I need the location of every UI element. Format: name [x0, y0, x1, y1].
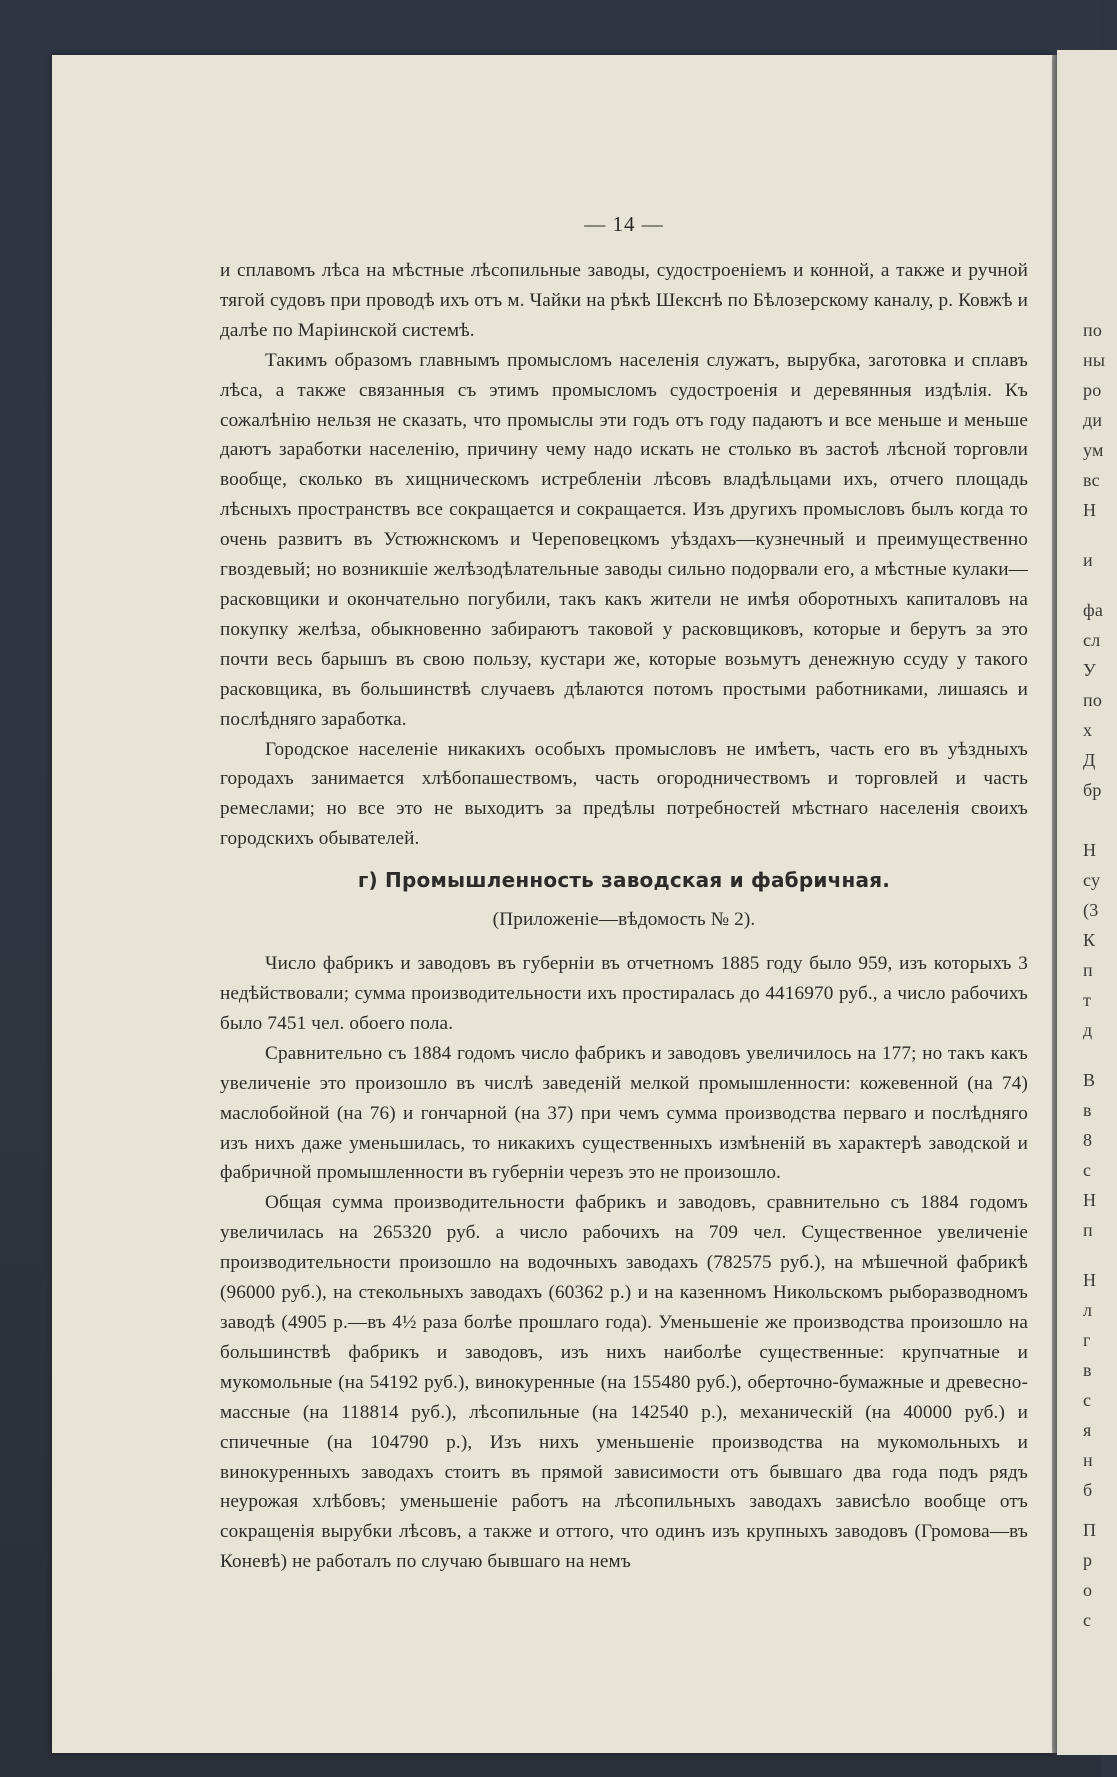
adjacent-page-text-fragment: Н [1083, 1270, 1097, 1290]
adjacent-page-text-fragment: х [1083, 720, 1093, 740]
adjacent-page-text-fragment: в [1083, 1100, 1092, 1120]
adjacent-page-text-fragment: по [1083, 320, 1103, 340]
adjacent-page-text-fragment: н [1083, 1450, 1093, 1470]
adjacent-page-text-fragment: д [1083, 1020, 1093, 1040]
adjacent-page-text-fragment: б [1083, 1480, 1093, 1500]
adjacent-page-text-fragment: вс [1083, 470, 1100, 490]
adjacent-page-text-fragment: и [1083, 550, 1093, 570]
paragraph: Городское населеніе никакихъ особыхъ промысловъ не имѣетъ, часть его въ уѣздныхъ городахъ занимается хлѣбопашествомъ, часть огородничествомъ и торговлей и часть ремеслами; но все это не выходитъ за предѣлы потребностей мѣстнаго населенія своихъ городскихъ обывателей. [220, 738, 1028, 850]
page-number: — 14 — [584, 212, 664, 236]
adjacent-page-text-fragment: фа [1083, 600, 1104, 620]
adjacent-page-text-fragment: т [1083, 990, 1092, 1010]
adjacent-page-text-fragment: ди [1083, 410, 1103, 430]
adjacent-page-edge [1057, 50, 1117, 1755]
adjacent-page-text-fragment: л [1083, 1300, 1093, 1320]
paragraph: Сравнительно съ 1884 годомъ число фабрикъ и заводовъ увеличилось на 177; но такъ какъ увеличеніе это произошло въ числѣ заведеній мелкой промышленности: кожевенной (на 74) маслобойной (на 76) и гончарной (на 37) при чемъ сумма производства перваго и послѣдняго изъ нихъ даже уменьшилась, то никакихъ существенныхъ измѣненій въ характерѣ заводской и фабричной промышленности въ губерніи черезъ это не произошло. [220, 1042, 1028, 1184]
adjacent-page-text-fragment: Н [1083, 840, 1097, 860]
adjacent-page-text-fragment: я [1083, 1420, 1092, 1440]
adjacent-page-text-fragment: Н [1083, 500, 1097, 520]
adjacent-page-text-fragment: с [1083, 1610, 1092, 1630]
adjacent-page-text-fragment: У [1083, 660, 1096, 680]
adjacent-page-text-fragment: П [1083, 1520, 1097, 1540]
adjacent-page-text-fragment: сл [1083, 630, 1101, 650]
adjacent-page-text-fragment: р [1083, 1550, 1093, 1570]
adjacent-page-text-fragment: ро [1083, 380, 1102, 400]
paragraph: Число фабрикъ и заводовъ въ губерніи въ отчетномъ 1885 году было 959, изъ которыхъ 3 недѣйствовали; сумма производительности ихъ простиралась до 4416970 руб., а число рабочихъ было 7451 чел. обоего пола. [220, 953, 1028, 1034]
adjacent-page-text-fragment: п [1083, 960, 1093, 980]
adjacent-page-text-fragment: В [1083, 1070, 1096, 1090]
paragraph: и сплавомъ лѣса на мѣстные лѣсопильные заводы, судостроеніемъ и конной, а также и ручной тягой судовъ при проводѣ ихъ отъ м. Чайки на рѣкѣ Шекснѣ по Бѣлозерскому каналу, р. Ковжѣ и далѣе по Маріинской системѣ. [220, 260, 1028, 341]
adjacent-page-text-fragment: Д [1083, 750, 1096, 770]
paragraph: Такимъ образомъ главнымъ промысломъ населенія служатъ, вырубка, заготовка и сплавъ лѣса, а также связанныя съ этимъ промысломъ судостроенія и деревянныя издѣлія. Къ сожалѣнію нельзя не сказать, что промыслы эти годъ отъ году падаютъ и все меньше и меньше даютъ заработки населенію, причину чему надо искать не столько въ застоѣ лѣсной торговли вообще, сколько въ хищническомъ истребленіи лѣсовъ владѣльцами ихъ, отчего площадь лѣсныхъ пространствъ все сокращается и сокращается. Изъ другихъ промысловъ былъ когда то очень развитъ въ Устюжнскомъ и Череповецкомъ уѣздахъ—кузнечный и преимущественно гвоздевый; но возникшіе желѣзодѣлательные заводы сильно подорвали его, а мѣстные кулаки—расковщики и окончательно погубили, такъ какъ жители не имѣя оборотныхъ капиталовъ на покупку желѣза, обыкновенно забираютъ таковой у расковщиковъ, которые и берутъ за это почти весь барышъ въ свою пользу, кустари же, которые возьмутъ денежную ссуду у такого расковщика, въ большинствѣ случаевъ дѣлаются потомъ простыми работниками, лишаясь и послѣдняго заработка. [220, 349, 1028, 730]
adjacent-page-text-fragment: Н [1083, 1190, 1097, 1210]
adjacent-page-text-fragment: в [1083, 1360, 1092, 1380]
adjacent-page-text-fragment: су [1083, 870, 1101, 890]
adjacent-page-text-fragment: п [1083, 1220, 1093, 1240]
adjacent-page-text-fragment: бр [1083, 780, 1102, 800]
adjacent-page-text-fragment: ны [1083, 350, 1106, 370]
adjacent-page-text-fragment: с [1083, 1390, 1092, 1410]
adjacent-page-text-fragment: по [1083, 690, 1103, 710]
page-text-column [220, 210, 1028, 1577]
section-heading: г) Промышленность заводская и фабричная. [357, 868, 891, 893]
adjacent-page-text-fragment: К [1083, 930, 1096, 950]
adjacent-page-text-fragment: с [1083, 1160, 1092, 1180]
paragraph: Общая сумма производительности фабрикъ и заводовъ, сравнительно съ 1884 годомъ увеличилась на 265320 руб. а число рабочихъ на 709 чел. Существенное увеличеніе производительности произошло на водочныхъ заводахъ (782575 руб.), на мѣшечной фабрикѣ (96000 руб.), на стекольныхъ заводахъ (60362 р.) и на казенномъ Никольскомъ рыборазводномъ заводѣ (4905 р.—въ 4½ раза болѣе прошлаго года). Уменьшеніе же производства произошло на большинствѣ фабрикъ и заводовъ, изъ нихъ наиболѣе существенные: крупчатные и мукомольные (на 54192 руб.), винокуренные (на 155480 руб.), оберточно-бумажные и древесно-массные (на 118814 руб.), лѣсопильные (на 142540 р.), механическій (на 40000 руб.) и спичечные (на 104790 р.), Изъ нихъ уменьшеніе производства на мукомольныхъ и винокуренныхъ заводахъ стоитъ въ прямой зависимости отъ бывшаго два года подъ рядъ неурожая хлѣбовъ; уменьшеніе работъ на лѣсопильныхъ заводахъ зависѣло вообще отъ сокращенія вырубки лѣсовъ, а также и оттого, что одинъ изъ крупныхъ заводовъ (Громова—въ Коневѣ) не работалъ по случаю бывшаго на немъ [220, 1192, 1028, 1573]
adjacent-page-text-fragment: ум [1083, 440, 1104, 460]
section-subheading: (Приложеніе—вѣдомость № 2). [492, 909, 756, 931]
adjacent-page-text-fragment: о [1083, 1580, 1093, 1600]
adjacent-page-text-fragment: г [1083, 1330, 1091, 1350]
adjacent-page-text-fragment: 8 [1083, 1130, 1093, 1150]
adjacent-page-text-fragment: (3 [1083, 900, 1099, 920]
